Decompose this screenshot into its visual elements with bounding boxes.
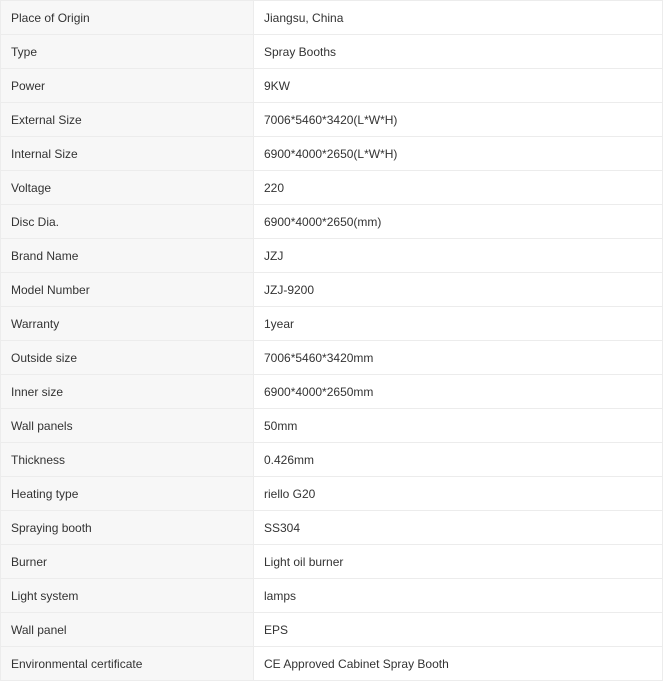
spec-row-voltage <box>1 171 663 205</box>
spec-row-warranty <box>1 307 663 341</box>
spec-label: Power <box>1 69 254 103</box>
spec-value: Spray Booths <box>254 35 663 69</box>
spec-label: Thickness <box>1 443 254 477</box>
spec-row-internal-size <box>1 137 663 171</box>
spec-value: 50mm <box>254 409 663 443</box>
spec-row-place-of-origin <box>1 1 663 35</box>
spec-label: Model Number <box>1 273 254 307</box>
spec-label: Disc Dia. <box>1 205 254 239</box>
spec-value: Light oil burner <box>254 545 663 579</box>
spec-row-heating-type <box>1 477 663 511</box>
spec-label: External Size <box>1 103 254 137</box>
spec-value: 1year <box>254 307 663 341</box>
spec-value: riello G20 <box>254 477 663 511</box>
spec-row-wall-panels <box>1 409 663 443</box>
spec-label: Warranty <box>1 307 254 341</box>
spec-value: 7006*5460*3420(L*W*H) <box>254 103 663 137</box>
spec-value: lamps <box>254 579 663 613</box>
spec-label: Wall panel <box>1 613 254 647</box>
spec-row-thickness <box>1 443 663 477</box>
spec-row-environmental-certificate <box>1 647 663 681</box>
spec-row-outside-size <box>1 341 663 375</box>
spec-label: Type <box>1 35 254 69</box>
spec-label: Wall panels <box>1 409 254 443</box>
spec-row-type <box>1 35 663 69</box>
spec-row-burner <box>1 545 663 579</box>
spec-table-body <box>1 1 663 681</box>
spec-label: Voltage <box>1 171 254 205</box>
spec-value: CE Approved Cabinet Spray Booth <box>254 647 663 681</box>
spec-label: Environmental certificate <box>1 647 254 681</box>
spec-value: JZJ <box>254 239 663 273</box>
spec-row-brand-name <box>1 239 663 273</box>
spec-label: Place of Origin <box>1 1 254 35</box>
spec-value: 6900*4000*2650mm <box>254 375 663 409</box>
spec-label: Spraying booth <box>1 511 254 545</box>
spec-value: 6900*4000*2650(L*W*H) <box>254 137 663 171</box>
spec-row-model-number <box>1 273 663 307</box>
spec-row-light-system <box>1 579 663 613</box>
spec-row-power <box>1 69 663 103</box>
spec-value: 9KW <box>254 69 663 103</box>
spec-row-spraying-booth <box>1 511 663 545</box>
spec-value: EPS <box>254 613 663 647</box>
spec-label: Light system <box>1 579 254 613</box>
spec-value: 0.426mm <box>254 443 663 477</box>
spec-label: Heating type <box>1 477 254 511</box>
spec-value: 6900*4000*2650(mm) <box>254 205 663 239</box>
spec-value: 220 <box>254 171 663 205</box>
spec-value: SS304 <box>254 511 663 545</box>
spec-row-wall-panel <box>1 613 663 647</box>
spec-label: Outside size <box>1 341 254 375</box>
spec-label: Burner <box>1 545 254 579</box>
spec-row-external-size <box>1 103 663 137</box>
spec-label: Brand Name <box>1 239 254 273</box>
spec-row-disc-dia <box>1 205 663 239</box>
spec-value: Jiangsu, China <box>254 1 663 35</box>
spec-row-inner-size <box>1 375 663 409</box>
spec-value: 7006*5460*3420mm <box>254 341 663 375</box>
spec-label: Internal Size <box>1 137 254 171</box>
spec-value: JZJ-9200 <box>254 273 663 307</box>
spec-label: Inner size <box>1 375 254 409</box>
